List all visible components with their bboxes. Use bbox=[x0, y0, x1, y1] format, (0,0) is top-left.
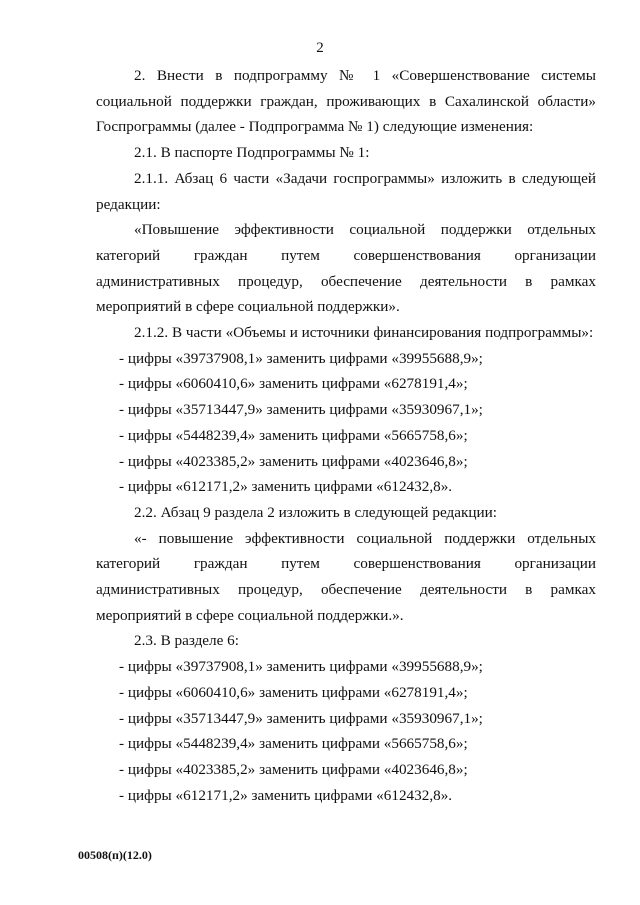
document-code: 00508(п)(12.0) bbox=[78, 848, 152, 862]
document-body bbox=[96, 63, 596, 808]
list-item: - цифры «612171,2» заменить цифрами «612432,8». bbox=[119, 786, 453, 804]
list-item: - цифры «39737908,1» заменить цифрами «39955688,9»; bbox=[119, 349, 483, 367]
paragraph-2-1-2: 2.1.2. В части «Объемы и источники финансирования подпрограммы»: bbox=[134, 324, 594, 342]
list-item: - цифры «35713447,9» заменить цифрами «35930967,1»; bbox=[119, 709, 483, 727]
list-item: - цифры «5448239,4» заменить цифрами «5665758,6»; bbox=[119, 735, 468, 753]
list-item: - цифры «4023385,2» заменить цифрами «4023646,8»; bbox=[119, 760, 468, 778]
amendments-list-passport bbox=[96, 346, 596, 500]
list-item: - цифры «39737908,1» заменить цифрами «39955688,9»; bbox=[119, 658, 483, 676]
page-number: 2 bbox=[316, 40, 324, 56]
quoted-text-section-2: «- повышение эффективности социальной поддержки отдельных категорий граждан путем совершенствования организации административных процедур, обеспечение деятельности в рамках мероприятий в сфере социальной поддержки.». bbox=[96, 529, 596, 624]
list-item: - цифры «4023385,2» заменить цифрами «4023646,8»; bbox=[119, 452, 468, 470]
paragraph-2-3: 2.3. В разделе 6: bbox=[134, 632, 239, 650]
paragraph-2-1-1: 2.1.1. Абзац 6 части «Задачи госпрограммы» изложить в следующей редакции: bbox=[96, 169, 596, 213]
list-item: - цифры «6060410,6» заменить цифрами «6278191,4»; bbox=[119, 683, 468, 701]
amendments-list-section-6 bbox=[96, 654, 596, 808]
list-item: - цифры «6060410,6» заменить цифрами «6278191,4»; bbox=[119, 375, 468, 393]
paragraph-2-2: 2.2. Абзац 9 раздела 2 изложить в следующей редакции: bbox=[134, 503, 497, 521]
quoted-text-tasks: «Повышение эффективности социальной поддержки отдельных категорий граждан путем совершенствования организации административных процедур, обеспечение деятельности в рамках мероприятий в сфере социальной поддержки». bbox=[96, 221, 596, 316]
paragraph-2: 2. Внести в подпрограмму № 1 «Совершенствование системы социальной поддержки граждан, проживающих в Сахалинской области» Госпрограммы (далее - Подпрограмма № 1) следующие изменения: bbox=[96, 67, 596, 136]
list-item: - цифры «612171,2» заменить цифрами «612432,8». bbox=[119, 478, 453, 496]
list-item: - цифры «5448239,4» заменить цифрами «5665758,6»; bbox=[119, 426, 468, 444]
list-item: - цифры «35713447,9» заменить цифрами «35930967,1»; bbox=[119, 401, 483, 419]
paragraph-2-1: 2.1. В паспорте Подпрограммы № 1: bbox=[134, 144, 370, 162]
